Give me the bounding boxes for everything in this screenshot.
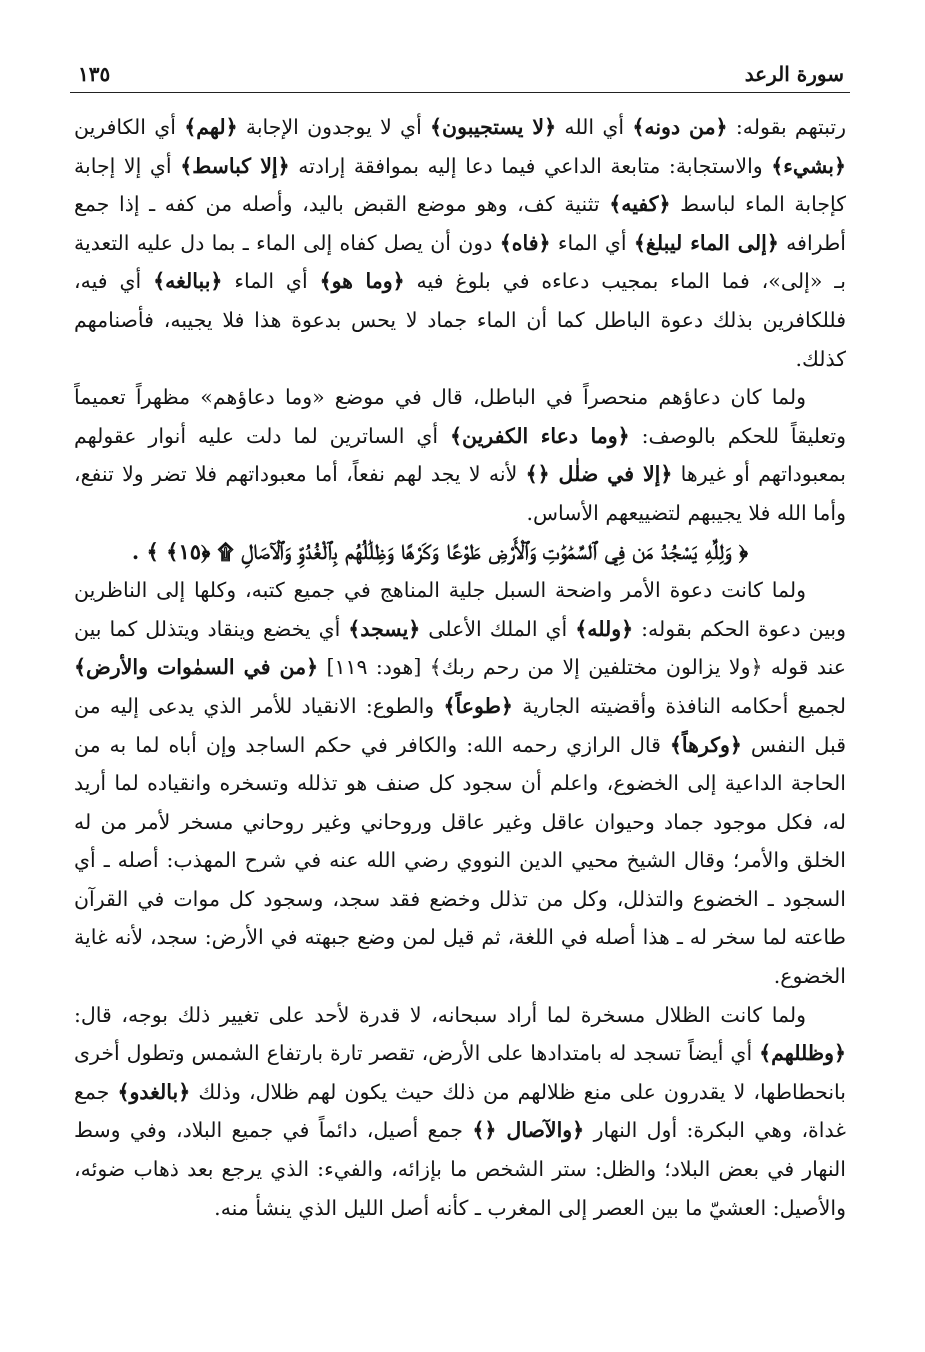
commentary-paragraph [74,996,846,1228]
commentary-text: أي الساترين لما دلت عليه أنوار عقولهم بمعبوداتهم أو غيرها [74,423,846,487]
quoted-quran-phrase: ﴿إلا كباسط﴾ [180,153,290,178]
quoted-quran-phrase: ﴿إلى الماء ليبلغ﴾ [633,230,779,255]
commentary-text: والطوع: الانقياد للأمر الذي يدعى إليه من قبل النفس [74,693,846,757]
commentary-text: رتبتهم بقوله: [727,115,846,139]
commentary-text: جمع أصيل، دائماً في جميع البلاد، وفي وسط النهار في بعض البلاد؛ والظل: ستر الشخص ما بإزائه، والفيء: الذي يرجع بعد ذهاب ضوئه، والأصيل: العشيّ ما بين العصر إلى المغرب ـ كأنه أصل الليل الذي ينشأ منه. [74,1118,846,1220]
quoted-quran-phrase: ﴿لا يستجيبون﴾ [430,115,557,139]
surah-name: سورة الرعد [744,62,844,86]
commentary-text: دون أن يصل كفاه إلى الماء ـ بما دل عليه التعدية بـ «إلى»، فما الماء بمجيب دعاءه في بلوغ فيه [74,230,846,294]
quoted-quran-phrase: ﴿ببالغه﴾ [153,269,223,294]
quoted-quran-phrase: ﴿وظللهم﴾ [759,1041,846,1066]
quoted-quran-phrase: ﴿فاه﴾ [499,230,551,255]
page-number: ١٣٥ [78,62,111,86]
running-header [70,56,850,93]
commentary-text: ولما كان دعاؤهم منحصراً في الباطل، قال في موضع «وما دعاؤهم» مظهراً تعميماً وتعليقاً للحكم بالوصف: [74,385,846,448]
commentary-paragraph [74,571,846,996]
quran-verse: ﴿ وَلِلَّهِ يَسْجُدُ مَن فِي ٱلسَّمَٰوَٰتِ وَٱلْأَرْضِ طَوْعًا وَكَرْهًا وَظِلَٰلُهُم بِٱلْغُدُوِّ وَٱلْآصَالِ ۩ ﴿١٥﴾ ﴾ . [131,538,749,564]
quoted-quran-phrase: ﴿ولله﴾ [575,616,634,641]
commentary-text: أي الله [556,115,633,139]
quoted-quran-phrase: ﴿وما دعاء الكفرين﴾ [449,423,630,448]
quoted-quran-phrase: ﴿إلا في ضلٰل ﴿﴾ [525,462,673,487]
commentary-text: قال الرازي رحمه الله: والكافر في حكم الساجد وإن أباه لما به من الحاجة الداعية إلى الخضوع، واعلم أن سجود كل صنف هو تذلله وتسخره وانقياده لما أريد له، فكل موجود جماد وحيوان عاقل وغير عاقل وروحاني وغير روحاني مسخر لأمر من له الخلق والأمر؛ وقال الشيخ محيي الدين النووي رضي الله عنه في شرح المهذب: أصله ـ أي السجود ـ الخضوع والتذلل، وكل من تذلل وخضع فقد سجد، وسجود كل موات في القرآن طاعته لما سخر له ـ هذا أصله في اللغة، ثم قيل لمن وضع جبهته في الأرض: سجد، لأنه غاية الخضوع. [74,732,846,989]
commentary-text: أي الكافرين [74,115,185,139]
commentary-paragraph [74,378,846,532]
page-body [74,108,846,1326]
commentary-text: أي لا يوجدون الإجابة [237,115,431,139]
commentary-text: أي فيه، فللكافرين بذلك دعوة الباطل كما أن الماء جماد لا يحس بدعوة هذا فلا يجيبه، فأصنامهم كذلك. [74,269,846,371]
quoted-quran-phrase: ﴿كفيه﴾ [609,192,671,217]
commentary-paragraph [74,108,846,378]
quoted-quran-phrase: ﴿بالغدو﴾ [117,1079,191,1104]
commentary-text: جمع غداة، وهي البكرة: أول النهار [74,1079,846,1143]
quoted-quran-phrase: ﴿من في السمٰوات والأرض﴾ [74,655,319,680]
quoted-quran-phrase: ﴿وكرهاً﴾ [669,732,742,757]
commentary-text: أي إلا إجابة كإجابة الماء لباسط [74,153,846,217]
quoted-quran-phrase: ﴿بشيء﴾ [771,153,846,178]
quoted-quran-phrase: ﴿من دونه﴾ [632,115,728,139]
quoted-quran-phrase: ﴿لهم﴾ [184,115,238,139]
quoted-quran-phrase: ﴿والآصال ﴿﴾ [472,1118,585,1143]
commentary-text: والاستجابة: متابعة الداعي فيما دعا إليه بموافقة إرادته [289,153,772,178]
commentary-text: لجميع أحكامه النافذة وأقضيته الجارية [512,693,846,718]
quoted-quran-phrase: ﴿وما هو﴾ [319,269,405,294]
commentary-text: أي يخضع وينقاد ويتذلل كما بين عند قوله ﴿ولا يزالون مختلفين إلا من رحم ربك﴾ [هود: ١١٩] [74,616,846,680]
commentary-text: ولما كانت الظلال مسخرة لما أراد سبحانه، لا قدرة لأحد على تغيير ذلك بوجه، قال: [74,1002,806,1027]
commentary-text: أي الماء [550,230,634,255]
commentary-text: لأنه لا يجد لهم نفعاً، أما معبوداتهم فلا تضر ولا تنفع، وأما الله فلا يجيبهم لتضييعهم الأساس. [74,462,846,525]
quoted-quran-phrase: ﴿طوعاً﴾ [443,693,513,718]
commentary-text: تثنية كف، وهو موضع القبض باليد، وأصله من كفه ـ إذا جمع أطرافه [74,192,846,255]
commentary-text: ولما كانت دعوة الأمر واضحة السبل جلية المناهج في جميع كتبه، وكلها إلى الناظرين وبين دعوة الحكم بقوله: [74,578,846,641]
commentary-text: أي أيضاً تسجد له بامتدادها على الأرض، تقصر تارة بارتفاع الشمس وتطول أخرى بانحطاطها، لا يقدرون على منع ظلالهم من ذلك حيث يكون لهم ظلال، وذلك [74,1041,846,1104]
commentary-text: أي الماء [222,269,320,294]
quoted-quran-phrase: ﴿يسجد﴾ [348,616,421,641]
commentary-text: أي الملك الأعلى [420,616,576,641]
book-page [70,56,850,1326]
